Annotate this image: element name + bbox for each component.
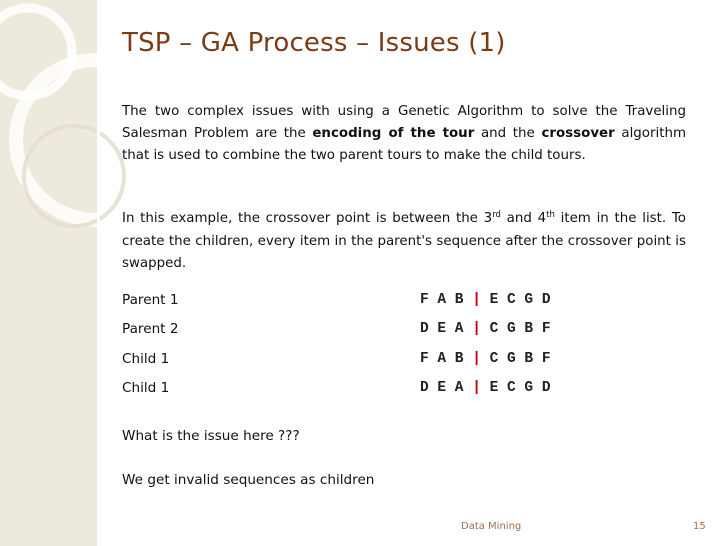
sequence-row-parent-2 xyxy=(122,320,686,342)
sequence-right: C G B F xyxy=(489,321,551,337)
row-label: Child 1 xyxy=(122,351,170,367)
sequence-row-child-2 xyxy=(122,379,686,401)
crossover-separator: | xyxy=(472,380,481,396)
intro-bold-encoding: encoding of the tour xyxy=(312,126,475,141)
crossover-separator: | xyxy=(472,321,481,337)
row-label: Child 1 xyxy=(122,380,170,396)
intro-text-1: The two complex issues with using a Genetic Algorithm to solve the Traveling Salesman Problem are the xyxy=(122,104,686,141)
sequence-right: E C G D xyxy=(489,380,551,396)
sequence xyxy=(420,351,551,367)
sequence-left: F A B xyxy=(420,351,464,367)
sequence-left: D E A xyxy=(420,380,464,396)
example-text-2: and 4 xyxy=(500,211,547,226)
example-sup-rd: rd xyxy=(492,210,501,220)
page-number: 15 xyxy=(693,521,706,532)
example-sup-th: th xyxy=(546,210,555,220)
question-text: What is the issue here ??? xyxy=(122,428,300,444)
sequence xyxy=(420,380,551,396)
intro-bold-crossover: crossover xyxy=(541,126,615,141)
sequence xyxy=(420,292,551,308)
sequence-row-child-1 xyxy=(122,350,686,372)
slide-title: TSP – GA Process – Issues (1) xyxy=(122,28,506,58)
sequence xyxy=(420,321,551,337)
crossover-separator: | xyxy=(472,292,481,308)
sequence-right: E C G D xyxy=(489,292,551,308)
crossover-separator: | xyxy=(472,351,481,367)
intro-paragraph xyxy=(122,101,686,167)
example-text-1: In this example, the crossover point is between the 3 xyxy=(122,211,493,226)
footer-label: Data Mining xyxy=(461,521,522,532)
sequence-right: C G B F xyxy=(489,351,551,367)
sequence-left: D E A xyxy=(420,321,464,337)
sidebar-divider xyxy=(97,0,100,546)
sequence-left: F A B xyxy=(420,292,464,308)
example-paragraph xyxy=(122,208,686,275)
example-text-3: item in the list. To create the children, every item in the parent's sequence after the crossover point is swapped. xyxy=(122,211,686,271)
row-label: Parent 1 xyxy=(122,292,179,308)
sequence-row-parent-1 xyxy=(122,291,686,313)
intro-text-3: algorithm that is used to combine the two parent tours to make the child tours. xyxy=(122,126,687,163)
answer-text: We get invalid sequences as children xyxy=(122,472,375,488)
intro-text-2: and the xyxy=(474,126,542,141)
row-label: Parent 2 xyxy=(122,321,179,337)
